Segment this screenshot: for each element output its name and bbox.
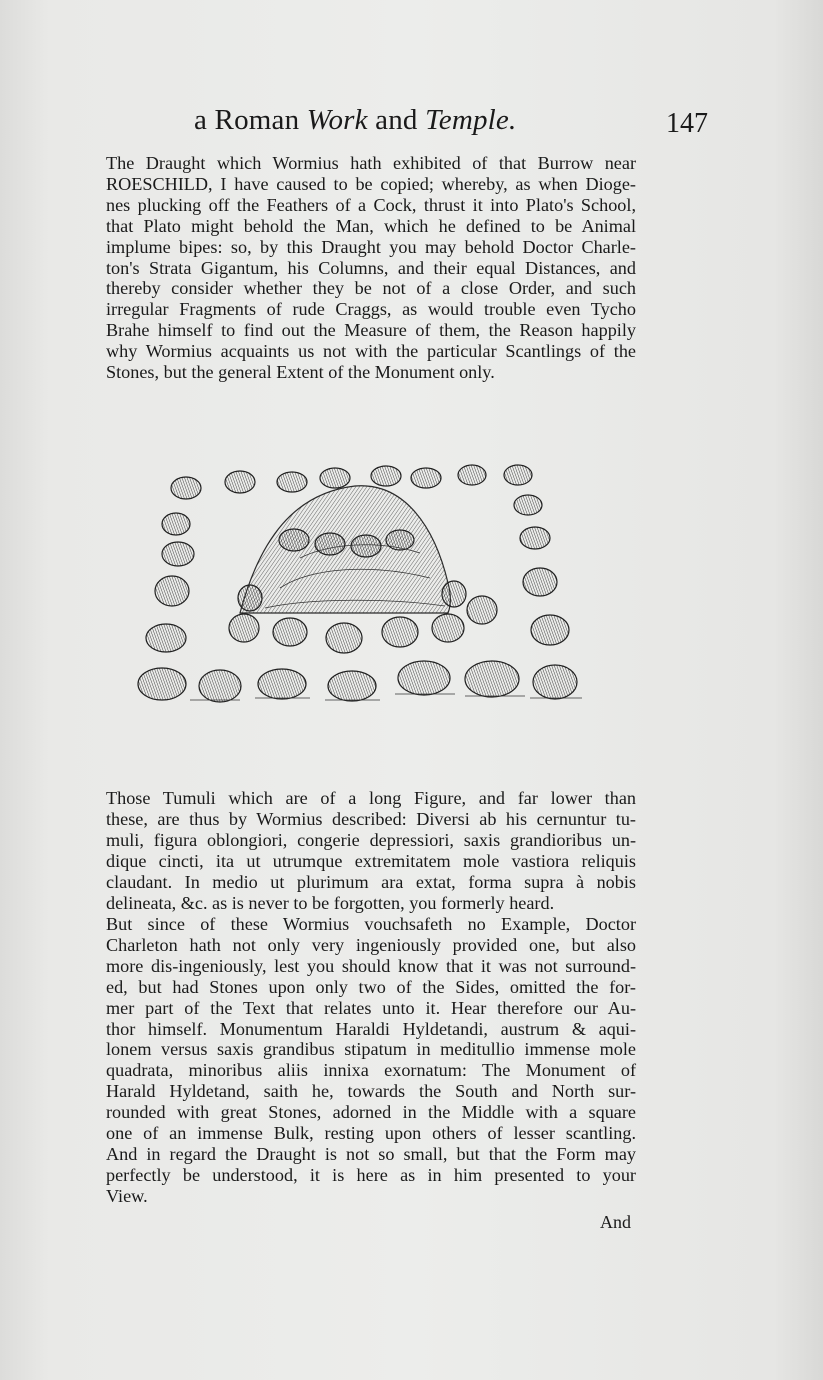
text-line: thereby consider whether they be not of a close Order, and such (106, 278, 636, 299)
page-header (108, 104, 708, 144)
text-line: rounded with great Stones, adorned in the Middle with a square (106, 1102, 636, 1123)
text-line: perfectly be understood, it is here as in him presented to your (106, 1164, 636, 1185)
text-line: View. (106, 1185, 148, 1206)
text-line: implume bipes: so, by this Draught you may behold Doctor Charle- (106, 236, 636, 257)
text-line: delineata, &c. as is never to be forgotten, you formerly heard. (106, 892, 555, 913)
text-line: irregular Fragments of rude Craggs, as would trouble even Tycho (106, 299, 636, 320)
text-line: But since of these Wormius vouchsafeth no Example, Doctor (106, 914, 636, 934)
page-number: 147 (666, 108, 708, 139)
text-line: more dis-ingeniously, lest you should know that it was not surround- (106, 955, 636, 976)
text-line: And in regard the Draught is not so small, but that the Form may (106, 1143, 636, 1164)
burial-mound (240, 486, 450, 613)
text-line: nes plucking off the Feathers of a Cock, thrust it into Plato's School, (106, 194, 636, 215)
paragraph-2 (106, 788, 636, 913)
text-line: ed, but had Stones upon only two of the Sides, omitted the for- (106, 976, 636, 997)
running-head (194, 104, 516, 137)
text-line: Brahe himself to find out the Measure of them, the Reason happily (106, 320, 636, 341)
text-line: ton's Strata Gigantum, his Columns, and their equal Distances, and (106, 257, 636, 278)
text-line: why Wormius acquaints us not with the particular Scantlings of the (106, 341, 636, 362)
text-line: one of an immense Bulk, resting upon others of lesser scantling. (106, 1123, 636, 1144)
running-head-italic: Work (306, 104, 368, 136)
text-line: Stones, but the general Extent of the Monument only. (106, 362, 495, 383)
text-line: Those Tumuli which are of a long Figure, and far lower than (106, 788, 636, 808)
text-line: lonem versus saxis grandibus stipatum in meditullio immense mole (106, 1039, 636, 1060)
text-line: that Plato might behold the Man, which he defined to be Animal (106, 215, 636, 236)
running-head-part: a Roman (194, 104, 307, 136)
stone-monument-engraving (130, 448, 610, 718)
text-line: claudant. In medio ut plurimum ara extat, forma supra à nobis (106, 871, 636, 892)
catchword: And (600, 1212, 631, 1232)
text-line: these, are thus by Wormius described: Diversi ab his cernuntur tu- (106, 808, 636, 829)
text-line: muli, figura oblongiori, congerie depressiori, saxis grandioribus un- (106, 829, 636, 850)
paragraph-1 (106, 153, 636, 383)
text-line: Charleton hath not only very ingeniously provided one, but also (106, 934, 636, 955)
text-line: ROESCHILD, I have caused to be copied; whereby, as when Dioge- (106, 173, 636, 194)
text-line: quadrata, minoribus aliis innixa exornatum: The Monument of (106, 1060, 636, 1081)
text-line: thor himself. Monumentum Haraldi Hyldetandi, austrum & aqui- (106, 1018, 636, 1039)
paragraph-3 (106, 914, 636, 1207)
text-line: The Draught which Wormius hath exhibited of that Burrow near (106, 153, 636, 173)
text-line: dique cincti, ita ut utrumque extremitatem mole vastiora reliquis (106, 850, 636, 871)
text-line: Harald Hyldetand, saith he, towards the South and North sur- (106, 1081, 636, 1102)
running-head-italic: Temple. (425, 104, 517, 136)
running-head-part: and (367, 104, 426, 136)
text-line: mer part of the Text that relates unto it. Hear therefore our Au- (106, 997, 636, 1018)
